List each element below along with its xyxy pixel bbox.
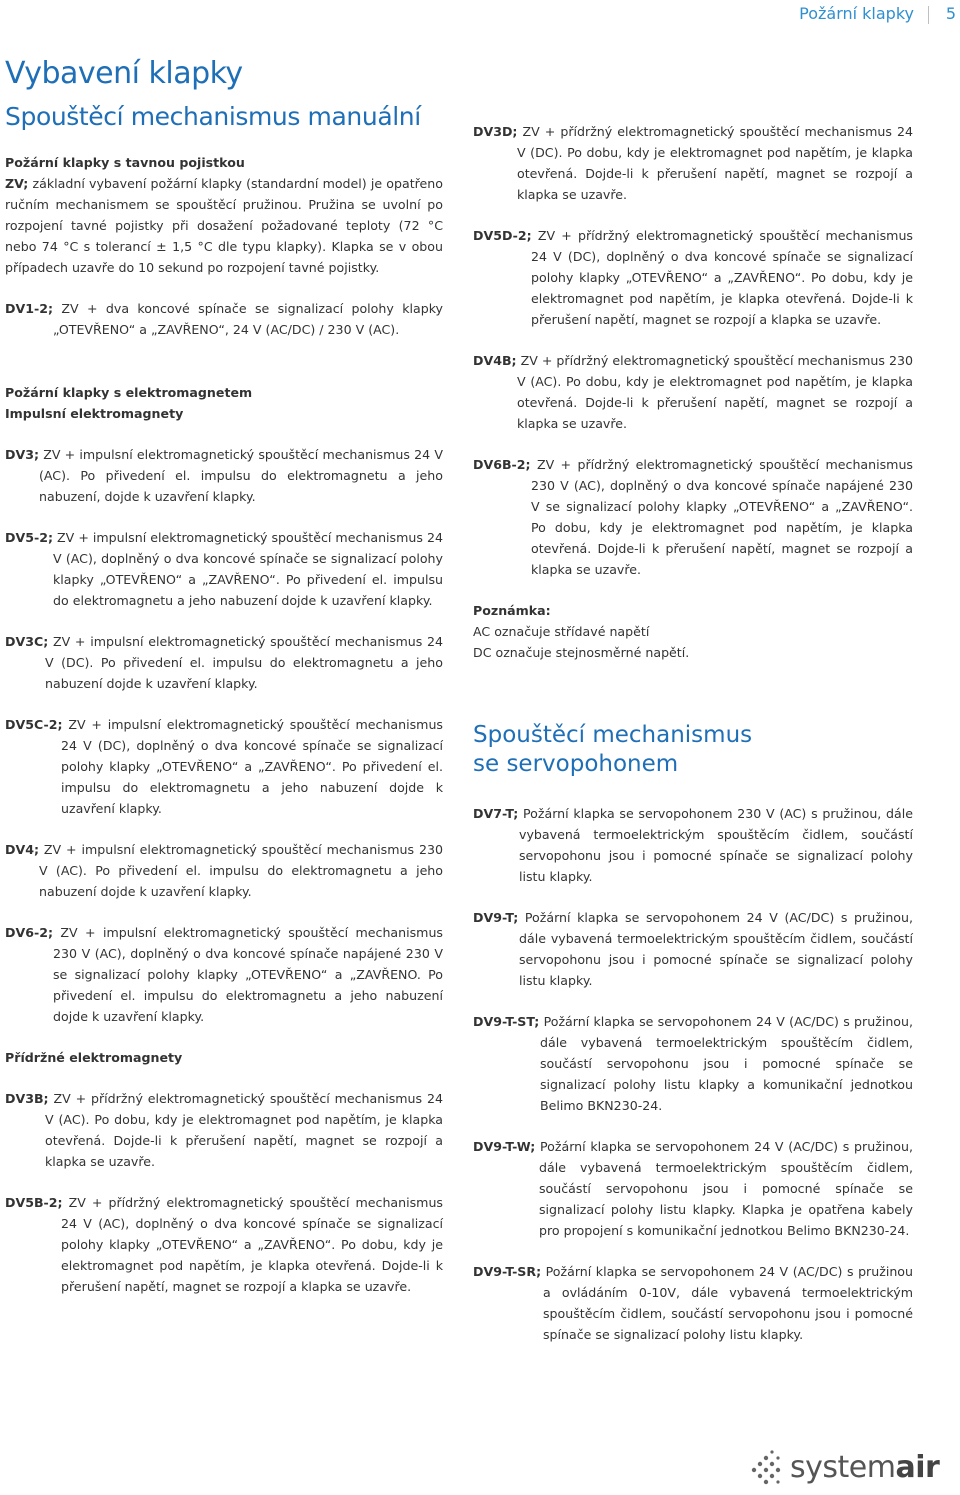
entry-code: DV3B; xyxy=(5,1091,49,1106)
entry-dv3d xyxy=(473,121,913,205)
entry-dv7-t xyxy=(473,803,913,887)
page-subtitle: Spouštěcí mechanismus manuální xyxy=(5,102,421,131)
entry-text: Požární klapka se servopohonem 24 V (AC/DC) s pružinou, dále vybavená termoelektrickým spouštěcím čidlem, součástí servopohonu jsou i pomocné spínače se signalizací polohy listu klapky a komunikační jednotkou Belimo BKN230-24. xyxy=(539,1014,913,1113)
entry-dv3 xyxy=(5,444,443,507)
logo-text-system: system xyxy=(790,1450,896,1485)
entry-text: ZV + impulsní elektromagnetický spouštěcí mechanismus 24 V (AC), doplněný o dva koncové spínače se signalizací polohy klapky „OTEVŘENO“ a „ZAVŘENO“. Po přivedení el. impulsu do elektromagnetu a jeho nabuzení dojde k uzavření klapky. xyxy=(53,530,443,608)
section-heading-electromagnet: Požární klapky s elektromagnetem xyxy=(5,385,253,400)
entry-text: základní vybavení požární klapky (standardní model) je opatřeno ručním mechanismem se spouštěcí pružinou. Pružina se uvolní po rozpojení tavné pojistky při dosažení požadované teploty (72 °C nebo 74 °C s tolerancí ± 1,5 °C dle typu klapky). Klapka se v obou případech uzavře do 10 sekund po rozpojení tavné pojistky. xyxy=(5,176,443,275)
entry-text: ZV + dva koncové spínače se signalizací polohy klapky „OTEVŘENO“ a „ZAVŘENO“, 24 V (AC/DC) / 230 V (AC). xyxy=(53,301,443,337)
entry-code: DV5D-2; xyxy=(473,228,532,243)
entry-code: DV5B-2; xyxy=(5,1195,63,1210)
entry-dv6b-2 xyxy=(473,454,913,580)
entry-code: DV5C-2; xyxy=(5,717,63,732)
entry-dv9-t-sr xyxy=(473,1261,913,1345)
entry-text: ZV + přídržný elektromagnetický spouštěcí mechanismus 24 V (AC). Po dobu, kdy je elektromagnet pod napětím, je klapka otevřená. Dojde-li k přerušení napětí, magnet se rozpojí a klapka se uzavře. xyxy=(45,1091,443,1169)
entry-text: ZV + přídržný elektromagnetický spouštěcí mechanismus 24 V (AC), doplněný o dva koncové spínače se signalizací polohy klapky „OTEVŘENO“ a „ZAVŘENO“. Po dobu, kdy je elektromagnet pod napětím, je klapka otevřená. Dojde-li k přerušení napětí, magnet se rozpojí a klapka se uzavře. xyxy=(61,1195,443,1294)
entry-text: Požární klapka se servopohonem 24 V (AC/DC) s pružinou a ovládáním 0-10V, dále vybavená termoelektrickým spouštěcím čidlem, součástí servopohonu jsou i pomocné spínače se signalizací polohy listu klapky. xyxy=(541,1264,913,1342)
note-heading: Poznámka: xyxy=(473,603,551,618)
note-dc: DC označuje stejnosměrné napětí. xyxy=(473,645,690,660)
entry-code: DV3C; xyxy=(5,634,49,649)
entry-code: DV4; xyxy=(5,842,39,857)
entry-code: DV9-T-W; xyxy=(473,1139,536,1154)
entry-text: ZV + přídržný elektromagnetický spouštěcí mechanismus 24 V (DC), doplněný o dva koncové spínače se signalizací polohy klapky „OTEVŘENO“ a „ZAVŘENO“. Po dobu, kdy je elektromagnet pod napětím, je klapka otevřená. Dojde-li k přerušení napětí, magnet se rozpojí a klapka se uzavře. xyxy=(531,228,913,327)
entry-text: ZV + impulsní elektromagnetický spouštěcí mechanismus 230 V (AC). Po přivedení el. impulsu do elektromagnetu a jeho nabuzení dojde k uzavření klapky. xyxy=(39,842,443,899)
entry-dv9-t xyxy=(473,907,913,991)
entry-dv5c-2 xyxy=(5,714,443,819)
systemair-logo-icon xyxy=(748,1448,784,1488)
entry-text: Požární klapka se servopohonem 24 V (AC/DC) s pružinou, dále vybavená termoelektrickým spouštěcím čidlem, součástí servopohonu jsou i pomocné spínače se signalizací polohy listu klapky. Klapka je opatřena kabely pro propojení s komunikační jednotkou Belimo BKN230-24. xyxy=(535,1139,913,1238)
entry-dv5d-2 xyxy=(473,225,913,330)
left-column xyxy=(5,152,443,1297)
right-column xyxy=(473,121,913,1345)
entry-code: DV9-T; xyxy=(473,910,519,925)
entry-dv5-2 xyxy=(5,527,443,611)
entry-code: DV1-2; xyxy=(5,301,53,316)
entry-dv3c xyxy=(5,631,443,694)
servo-heading xyxy=(473,721,913,779)
section-heading-holding: Přídržné elektromagnety xyxy=(5,1050,183,1065)
entry-text: ZV + impulsní elektromagnetický spouštěcí mechanismus 24 V (DC). Po přivedení el. impulsu do elektromagnetu a jeho nabuzení dojde k uzavření klapky. xyxy=(45,634,443,691)
entry-code: DV7-T; xyxy=(473,806,519,821)
entry-dv4 xyxy=(5,839,443,902)
entry-text: ZV + přídržný elektromagnetický spouštěcí mechanismus 230 V (AC). Po dobu, kdy je elektromagnet pod napětím, je klapka otevřená. Dojde-li k přerušení napětí, magnet se rozpojí a klapka se uzavře. xyxy=(516,353,913,431)
systemair-logo xyxy=(748,1448,940,1488)
entry-dv4b xyxy=(473,350,913,434)
header-title: Požární klapky xyxy=(799,4,914,23)
entry-text: ZV + přídržný elektromagnetický spouštěcí mechanismus 230 V (AC), doplněný o dva koncové spínače napájené 230 V se signalizací polohy klapky „OTEVŘENO“ a „ZAVŘENO“. Po dobu, kdy je elektromagnet pod napětím, je klapka otevřená. Dojde-li k přerušení napětí, magnet se rozpojí a klapka se uzavře. xyxy=(530,457,913,577)
entry-zv xyxy=(5,173,443,278)
entry-code: ZV; xyxy=(5,176,29,191)
page-title: Vybavení klapky xyxy=(5,56,243,91)
entry-dv9-t-w xyxy=(473,1136,913,1241)
entry-text: ZV + impulsní elektromagnetický spouštěcí mechanismus 24 V (DC), doplněný o dva koncové spínače se signalizací polohy klapky „OTEVŘENO“ a „ZAVŘENO“. Po přivedení el. impulsu do elektromagnetu a jeho nabuzení dojde k uzavření klapky. xyxy=(61,717,443,816)
entry-dv5b-2 xyxy=(5,1192,443,1297)
entry-code: DV6-2; xyxy=(5,925,53,940)
entry-text: ZV + impulsní elektromagnetický spouštěcí mechanismus 230 V (AC), doplněný o dva koncové spínače napájené 230 V se signalizací polohy klapky „OTEVŘENO“ a „ZAVŘENO. Po přivedení el. impulsu do elektromagnetu a jeho nabuzení dojde k uzavření klapky. xyxy=(53,925,443,1024)
page-number: 5 xyxy=(945,4,956,23)
entry-text: Požární klapka se servopohonem 24 V (AC/DC) s pružinou, dále vybavená termoelektrickým spouštěcím čidlem, součástí servopohonu jsou i pomocné spínače se signalizací polohy listu klapky. xyxy=(518,910,913,988)
entry-code: DV5-2; xyxy=(5,530,53,545)
entry-code: DV4B; xyxy=(473,353,517,368)
entry-dv3b xyxy=(5,1088,443,1172)
section-subheading-impulse: Impulsní elektromagnety xyxy=(5,406,184,421)
note-ac: AC označuje střídavé napětí xyxy=(473,624,650,639)
page-header xyxy=(0,2,960,32)
entry-text: ZV + impulsní elektromagnetický spouštěcí mechanismus 24 V (AC). Po přivedení el. impulsu do elektromagnetu a jeho nabuzení, dojde k uzavření klapky. xyxy=(39,447,443,504)
entry-code: DV6B-2; xyxy=(473,457,531,472)
servo-heading-line-2: se servopohonem xyxy=(473,751,679,777)
entry-dv6-2 xyxy=(5,922,443,1027)
entry-code: DV9-T-SR; xyxy=(473,1264,542,1279)
logo-text-air: air xyxy=(895,1450,940,1485)
entry-dv1-2 xyxy=(5,298,443,340)
entry-dv9-t-st xyxy=(473,1011,913,1116)
entry-text: ZV + přídržný elektromagnetický spouštěcí mechanismus 24 V (DC). Po dobu, kdy je elektromagnet pod napětím, je klapka otevřená. Dojde-li k přerušení napětí, magnet se rozpojí a klapka se uzavře. xyxy=(517,124,913,202)
entry-text: Požární klapka se servopohonem 230 V (AC) s pružinou, dále vybavená termoelektrickým spouštěcím čidlem, součástí servopohonu jsou i pomocné spínače se signalizací polohy listu klapky. xyxy=(518,806,913,884)
servo-heading-line-1: Spouštěcí mechanismus xyxy=(473,722,753,748)
section-heading-fusible: Požární klapky s tavnou pojistkou xyxy=(5,155,245,170)
entry-code: DV9-T-ST; xyxy=(473,1014,540,1029)
entry-code: DV3; xyxy=(5,447,39,462)
header-divider xyxy=(928,6,929,24)
systemair-logo-text xyxy=(790,1450,939,1485)
entry-code: DV3D; xyxy=(473,124,518,139)
